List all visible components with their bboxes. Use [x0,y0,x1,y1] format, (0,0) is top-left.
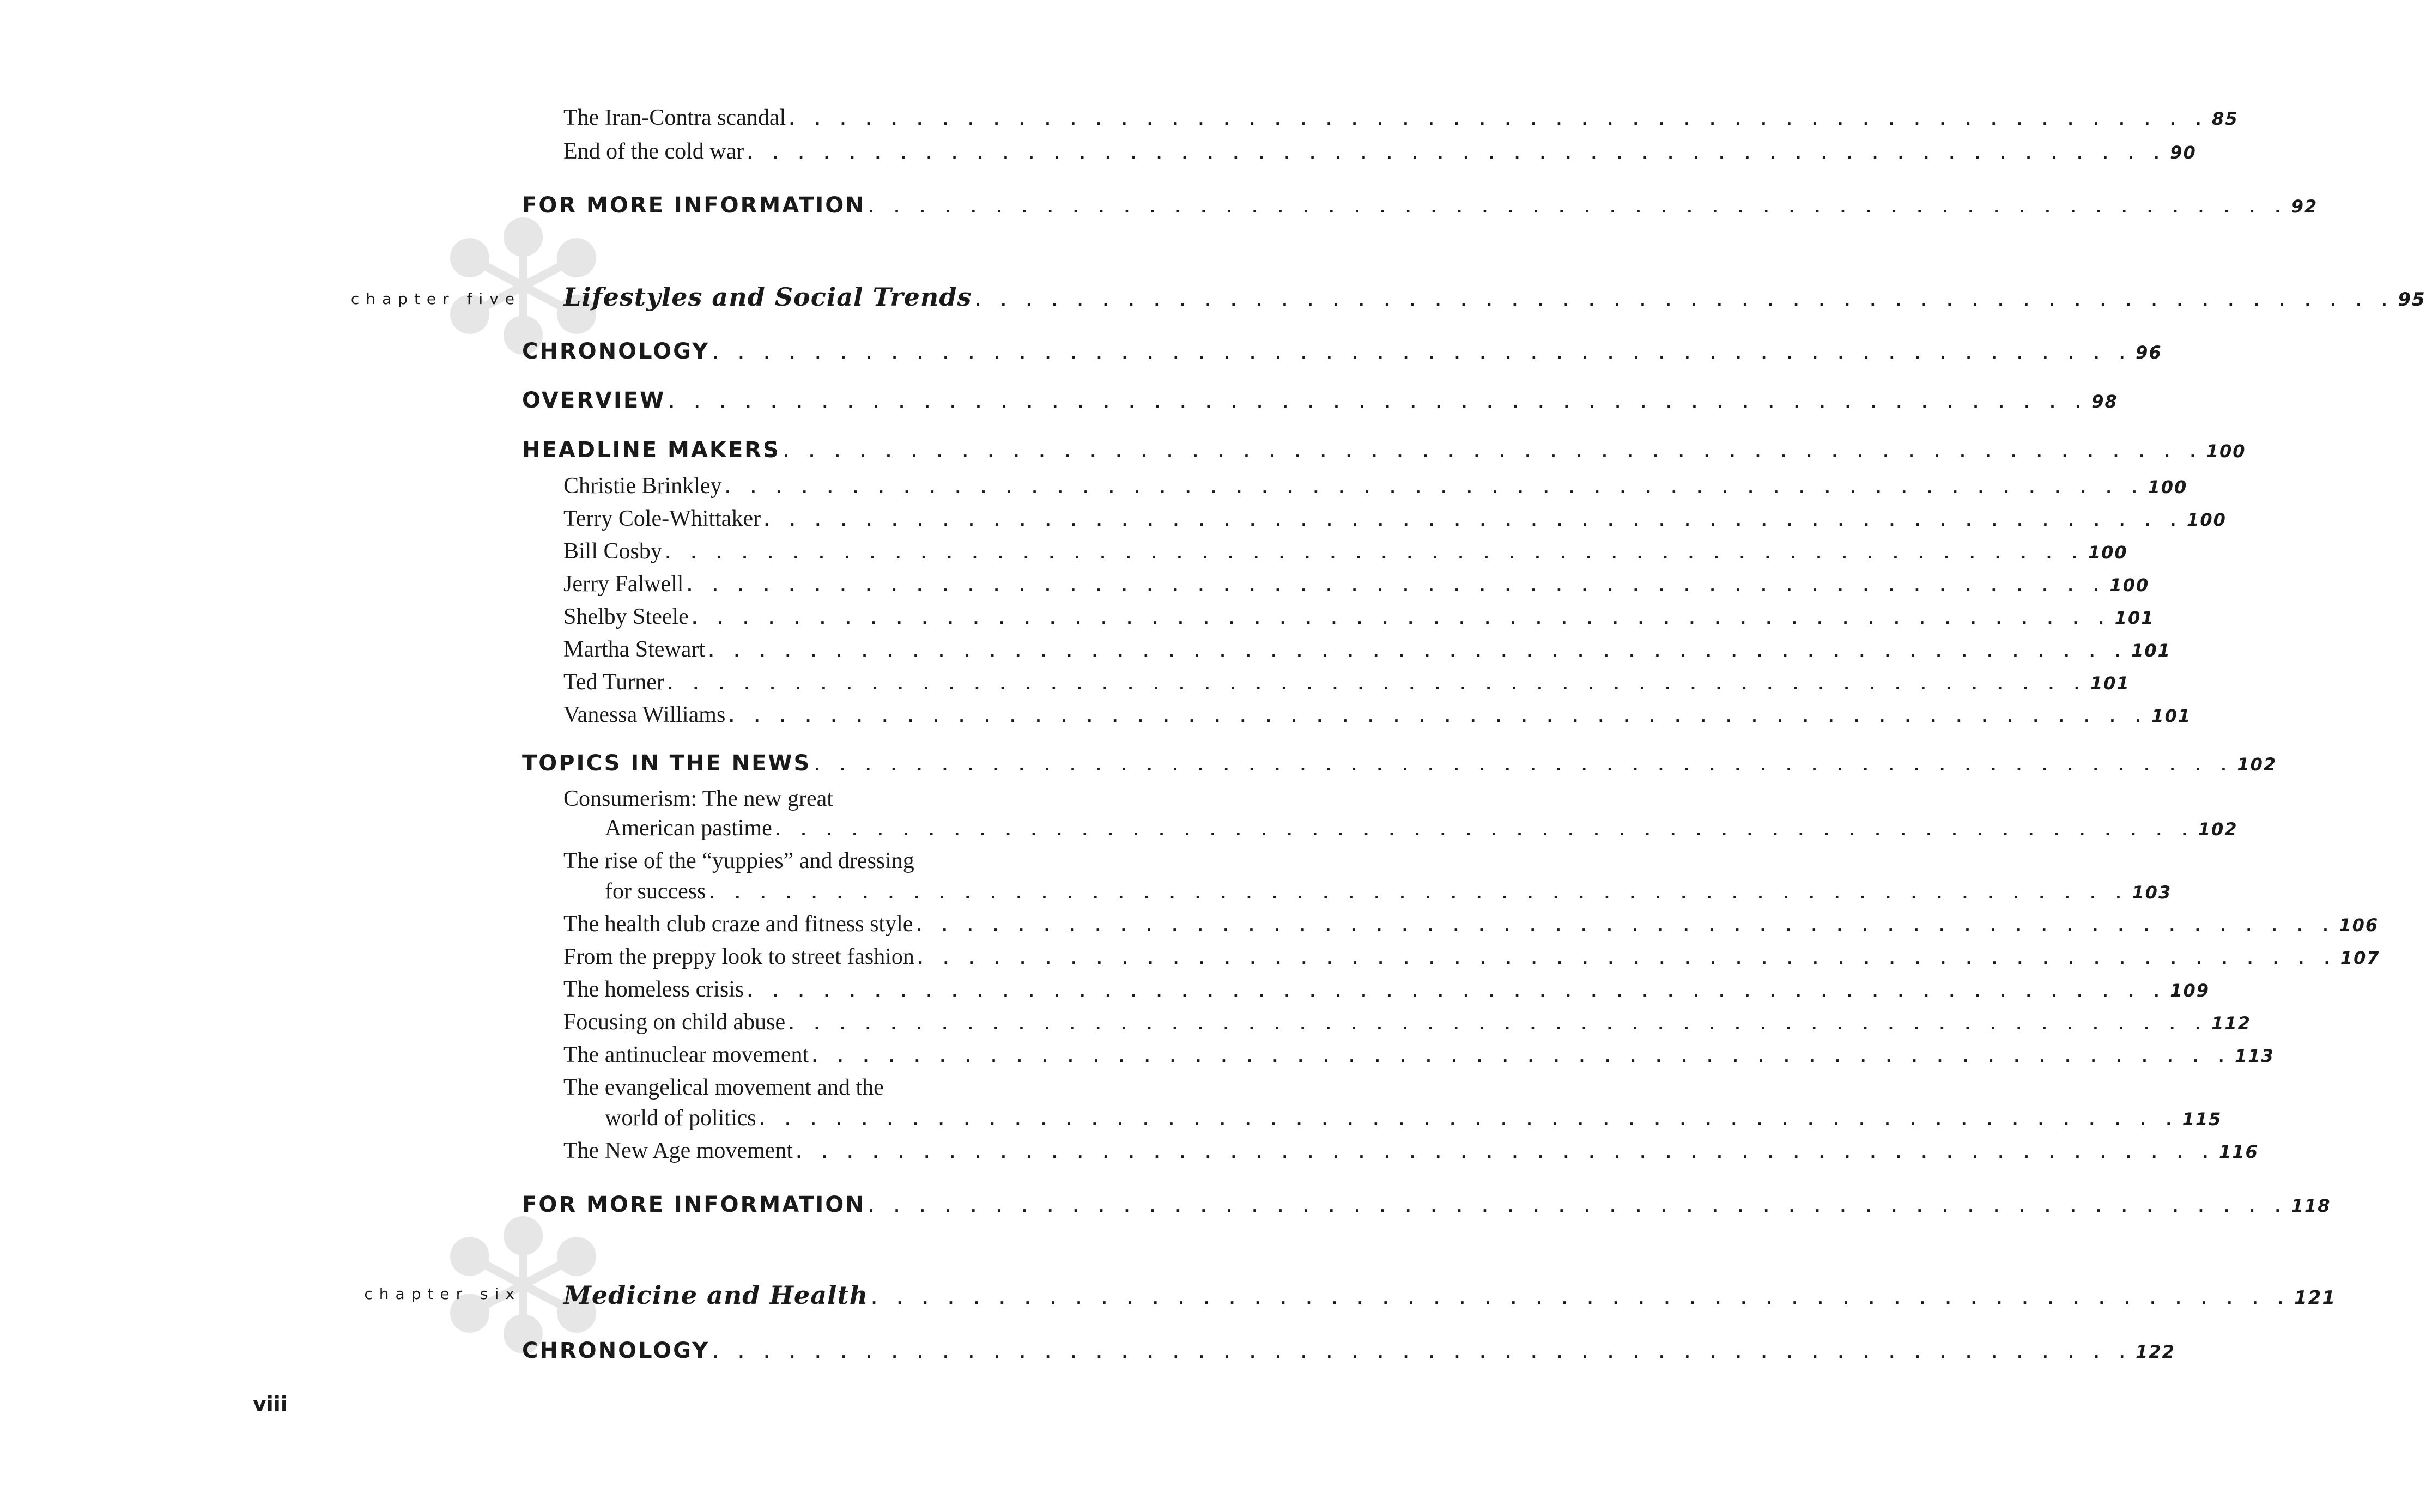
toc-entry[interactable]: American pastime . . . . . . . . . . . . . . . . . . . . . . . . . . . . . . . . . . . . . . . . . . . . . . . . . . . . . . . . 102 [605,816,2238,841]
toc-entry[interactable]: Martha Stewart . . . . . . . . . . . . . . . . . . . . . . . . . . . . . . . . . . . . . . . . . . . . . . . . . . . . . . . . 101 [563,637,2171,662]
toc-section-topics-in-the-news[interactable]: TOPICS IN THE NEWS . . . . . . . . . . . . . . . . . . . . . . . . . . . . . . . . . . . . . . . . . . . . . . . . . . . . . . . . 102 [522,751,2277,776]
toc-section-headline-makers[interactable]: HEADLINE MAKERS . . . . . . . . . . . . . . . . . . . . . . . . . . . . . . . . . . . . . . . . . . . . . . . . . . . . . . . . 100 [522,438,2246,463]
toc-section-overview[interactable]: OVERVIEW . . . . . . . . . . . . . . . . . . . . . . . . . . . . . . . . . . . . . . . . . . . . . . . . . . . . . . . . 98 [522,388,2118,413]
toc-entry[interactable]: Shelby Steele . . . . . . . . . . . . . . . . . . . . . . . . . . . . . . . . . . . . . . . . . . . . . . . . . . . . . . . . 101 [563,604,2155,629]
toc-entry[interactable]: The Iran-Contra scandal . . . . . . . . . . . . . . . . . . . . . . . . . . . . . . . . . . . . . . . . . . . . . . . . . . . . . . . . 85 [563,105,2239,130]
toc-entry-first-line: The rise of the “yuppies” and dressing [563,848,914,873]
toc-section-for-more-information[interactable]: FOR MORE INFORMATION . . . . . . . . . . . . . . . . . . . . . . . . . . . . . . . . . . . . . . . . . . . . . . . . . . . . . . . . 92 [522,193,2318,218]
toc-entry[interactable]: Christie Brinkley . . . . . . . . . . . . . . . . . . . . . . . . . . . . . . . . . . . . . . . . . . . . . . . . . . . . . . . . 100 [563,473,2188,499]
toc-entry-first-line: The evangelical movement and the [563,1075,884,1100]
toc-entry[interactable]: The New Age movement . . . . . . . . . . . . . . . . . . . . . . . . . . . . . . . . . . . . . . . . . . . . . . . . . . . . . . . . 116 [563,1138,2259,1163]
toc-entry[interactable]: for success . . . . . . . . . . . . . . . . . . . . . . . . . . . . . . . . . . . . . . . . . . . . . . . . . . . . . . . . 103 [605,879,2172,904]
page-number: viii [253,1392,288,1416]
toc-entry[interactable]: The health club craze and fitness style . . . . . . . . . . . . . . . . . . . . . . . . . . . . . . . . . . . . . . . . . . . . . . . . . . . . . . . . 106 [563,912,2379,937]
toc-entry[interactable]: Terry Cole-Whittaker . . . . . . . . . . . . . . . . . . . . . . . . . . . . . . . . . . . . . . . . . . . . . . . . . . . . . . . . 100 [563,506,2227,531]
toc-entry[interactable]: The antinuclear movement . . . . . . . . . . . . . . . . . . . . . . . . . . . . . . . . . . . . . . . . . . . . . . . . . . . . . . . . 113 [563,1042,2275,1067]
toc-chapter-six-title[interactable]: Medicine and Health . . . . . . . . . . . . . . . . . . . . . . . . . . . . . . . . . . . . . . . . . . . . . . . . . . . . . . . . 121 [563,1280,2337,1310]
toc-entry[interactable]: End of the cold war . . . . . . . . . . . . . . . . . . . . . . . . . . . . . . . . . . . . . . . . . . . . . . . . . . . . . . . . 90 [563,139,2197,164]
toc-entry[interactable]: From the preppy look to street fashion . . . . . . . . . . . . . . . . . . . . . . . . . . . . . . . . . . . . . . . . . . . . . . . . . . . . . . . . 107 [563,944,2380,969]
toc-entry[interactable]: Vanessa Williams . . . . . . . . . . . . . . . . . . . . . . . . . . . . . . . . . . . . . . . . . . . . . . . . . . . . . . . . 101 [563,702,2192,727]
toc-section-chronology[interactable]: CHRONOLOGY . . . . . . . . . . . . . . . . . . . . . . . . . . . . . . . . . . . . . . . . . . . . . . . . . . . . . . . . 122 [522,1338,2175,1363]
toc-entry[interactable]: Ted Turner . . . . . . . . . . . . . . . . . . . . . . . . . . . . . . . . . . . . . . . . . . . . . . . . . . . . . . . . 101 [563,670,2130,695]
toc-section-for-more-information[interactable]: FOR MORE INFORMATION . . . . . . . . . . . . . . . . . . . . . . . . . . . . . . . . . . . . . . . . . . . . . . . . . . . . . . . . 118 [522,1192,2331,1217]
toc-entry[interactable]: Jerry Falwell . . . . . . . . . . . . . . . . . . . . . . . . . . . . . . . . . . . . . . . . . . . . . . . . . . . . . . . . 100 [563,572,2150,597]
toc-entry[interactable]: Bill Cosby . . . . . . . . . . . . . . . . . . . . . . . . . . . . . . . . . . . . . . . . . . . . . . . . . . . . . . . . 100 [563,539,2128,564]
toc-entry[interactable]: Focusing on child abuse . . . . . . . . . . . . . . . . . . . . . . . . . . . . . . . . . . . . . . . . . . . . . . . . . . . . . . . . 112 [563,1010,2251,1035]
toc-section-chronology[interactable]: CHRONOLOGY . . . . . . . . . . . . . . . . . . . . . . . . . . . . . . . . . . . . . . . . . . . . . . . . . . . . . . . . 96 [522,339,2162,364]
chapter-six-label: chapter six [364,1285,521,1303]
toc-entry[interactable]: world of politics . . . . . . . . . . . . . . . . . . . . . . . . . . . . . . . . . . . . . . . . . . . . . . . . . . . . . . . . 115 [605,1106,2222,1131]
toc-chapter-five-title[interactable]: Lifestyles and Social Trends . . . . . . . . . . . . . . . . . . . . . . . . . . . . . . . . . . . . . . . . . . . . . . . . . . . . . . . . 95 [563,282,2426,312]
toc-entry[interactable]: The homeless crisis . . . . . . . . . . . . . . . . . . . . . . . . . . . . . . . . . . . . . . . . . . . . . . . . . . . . . . . . 109 [563,977,2210,1002]
toc-entry-first-line: Consumerism: The new great [563,786,833,811]
chapter-five-label: chapter five [350,290,521,308]
